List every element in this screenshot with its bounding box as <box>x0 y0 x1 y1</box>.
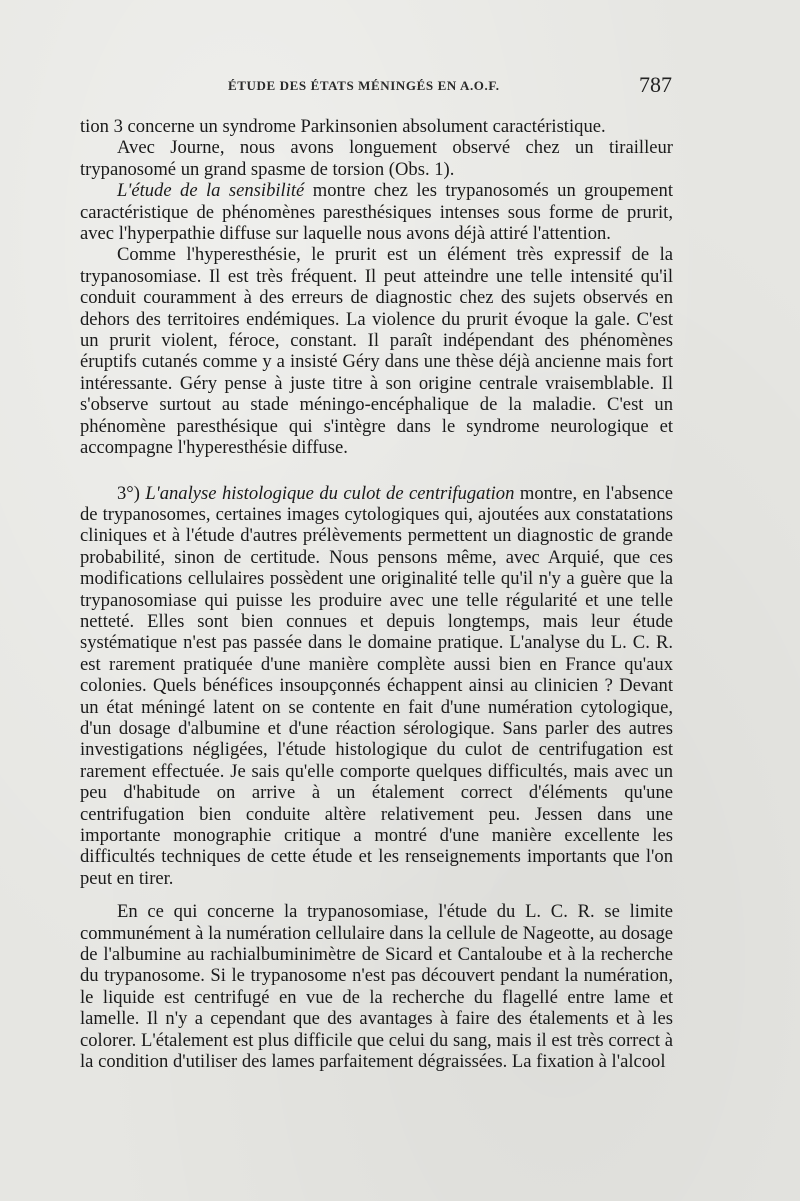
paragraph-histological-analysis <box>80 483 673 890</box>
paragraph-text: En ce qui concerne la trypanosomiase, l'étude du L. C. R. se limite communément à la numération cellulaire dans la cellule de Nageotte, au dosage de l'albumine au rachialbuminimètre de Sicard et Cantaloube et à la recherche du trypanosome. Si le trypanosome n'est pas découvert pendant la numération, le liquide est centrifugé en vue de la recherche du flagellé entre lame et lamelle. Il n'y a cependant que des avantages à faire des étalements et à les colorer. L'étalement est plus difficile que celui du sang, mais il est très correct à la condition d'utiliser des lames parfaitement dégraissées. La fixation à l'alcool <box>80 901 673 1073</box>
paragraph-text: montre chez les trypanosomés un groupement caractéristique de phénomènes paresthésiques intenses sous forme de prurit, avec l'hyperpathie diffuse sur laquelle nous avons déjà attiré l'attention. <box>80 180 673 245</box>
paragraph-trypanosomiase-lcr <box>80 901 673 1072</box>
paragraph-continuation <box>80 116 673 137</box>
section-number: 3°) <box>117 482 146 504</box>
italic-phrase: L'analyse histologique du culot de centrifugation <box>145 482 515 504</box>
paragraph-text: Avec Journe, nous avons longuement observé chez un tirailleur trypanosomé un grand spasme de torsion (Obs. 1). <box>80 137 673 180</box>
paragraph-text: montre, en l'absence de trypanosomes, certaines images cytologiques qui, ajoutées aux constatations cliniques et à l'étude d'autres prélèvements permettent un diagnostic de grande probabilité, sinon de certitude. Nous pensons même, avec Arquié, que ces modifications cellulaires possèdent une originalité telle qu'il n'y a guère que la trypanosomiase qui puisse les produire avec une telle régularité et une telle netteté. Elles sont bien connues et depuis longtemps, mais leur étude systématique n'est pas passée dans le domaine pratique. L'analyse du L. C. R. est rarement pratiquée d'une manière complète aussi bien en France qu'aux colonies. Quels bénéfices insoupçonnés échappent ainsi au clinicien ? Devant un état méningé latent on se contente en fait d'une numération cytologique, d'un dosage d'albumine et d'une réaction sérologique. Sans parler des autres investigations négligées, l'étude histologique du culot de centrifugation est rarement effectuée. Je sais qu'elle comporte quelques difficultés, mais avec un peu d'habitude on arrive à un étalement correct d'éléments qu'une centrifugation bien conduite altère relativement peu. Jessen dans une importante monographie critique a montré d'une manière excellente les difficultés techniques de cette étude et les renseignements importants que l'on peut en tirer. <box>80 482 674 889</box>
page-number: 787 <box>639 72 672 97</box>
paragraph-text: tion 3 concerne un syndrome Parkinsonien absolument caractéristique. <box>80 116 606 137</box>
italic-phrase: L'étude de la sensibilité <box>117 180 305 202</box>
running-title: ÉTUDE DES ÉTATS MÉNINGÉS EN A.O.F. <box>228 78 500 93</box>
paragraph-text: Comme l'hyperesthésie, le prurit est un élément très expressif de la trypanosomiase. Il est très fréquent. Il peut atteindre une telle intensité qu'il conduit couramment à des erreurs de diagnostic chez des sujets observés en dehors des territoires endémiques. La violence du prurit évoque la gale. C'est un prurit violent, féroce, constant. Il paraît indépendant des phénomènes éruptifs cutanés comme y a insisté Géry dans une thèse déjà ancienne mais fort intéressante. Géry pense à juste titre à son origine centrale vraisemblable. Il s'observe surtout au stade méningo-encéphalique de la maladie. C'est un phénomène paresthésique qui s'intègre dans le syndrome neurologique et accompagne l'hyperesthésie diffuse. <box>80 244 673 459</box>
paragraph-sensibility <box>80 180 673 244</box>
body-text <box>80 116 673 1072</box>
paragraph-torsion-spasm <box>80 137 673 180</box>
paragraph-prurit <box>80 244 673 458</box>
